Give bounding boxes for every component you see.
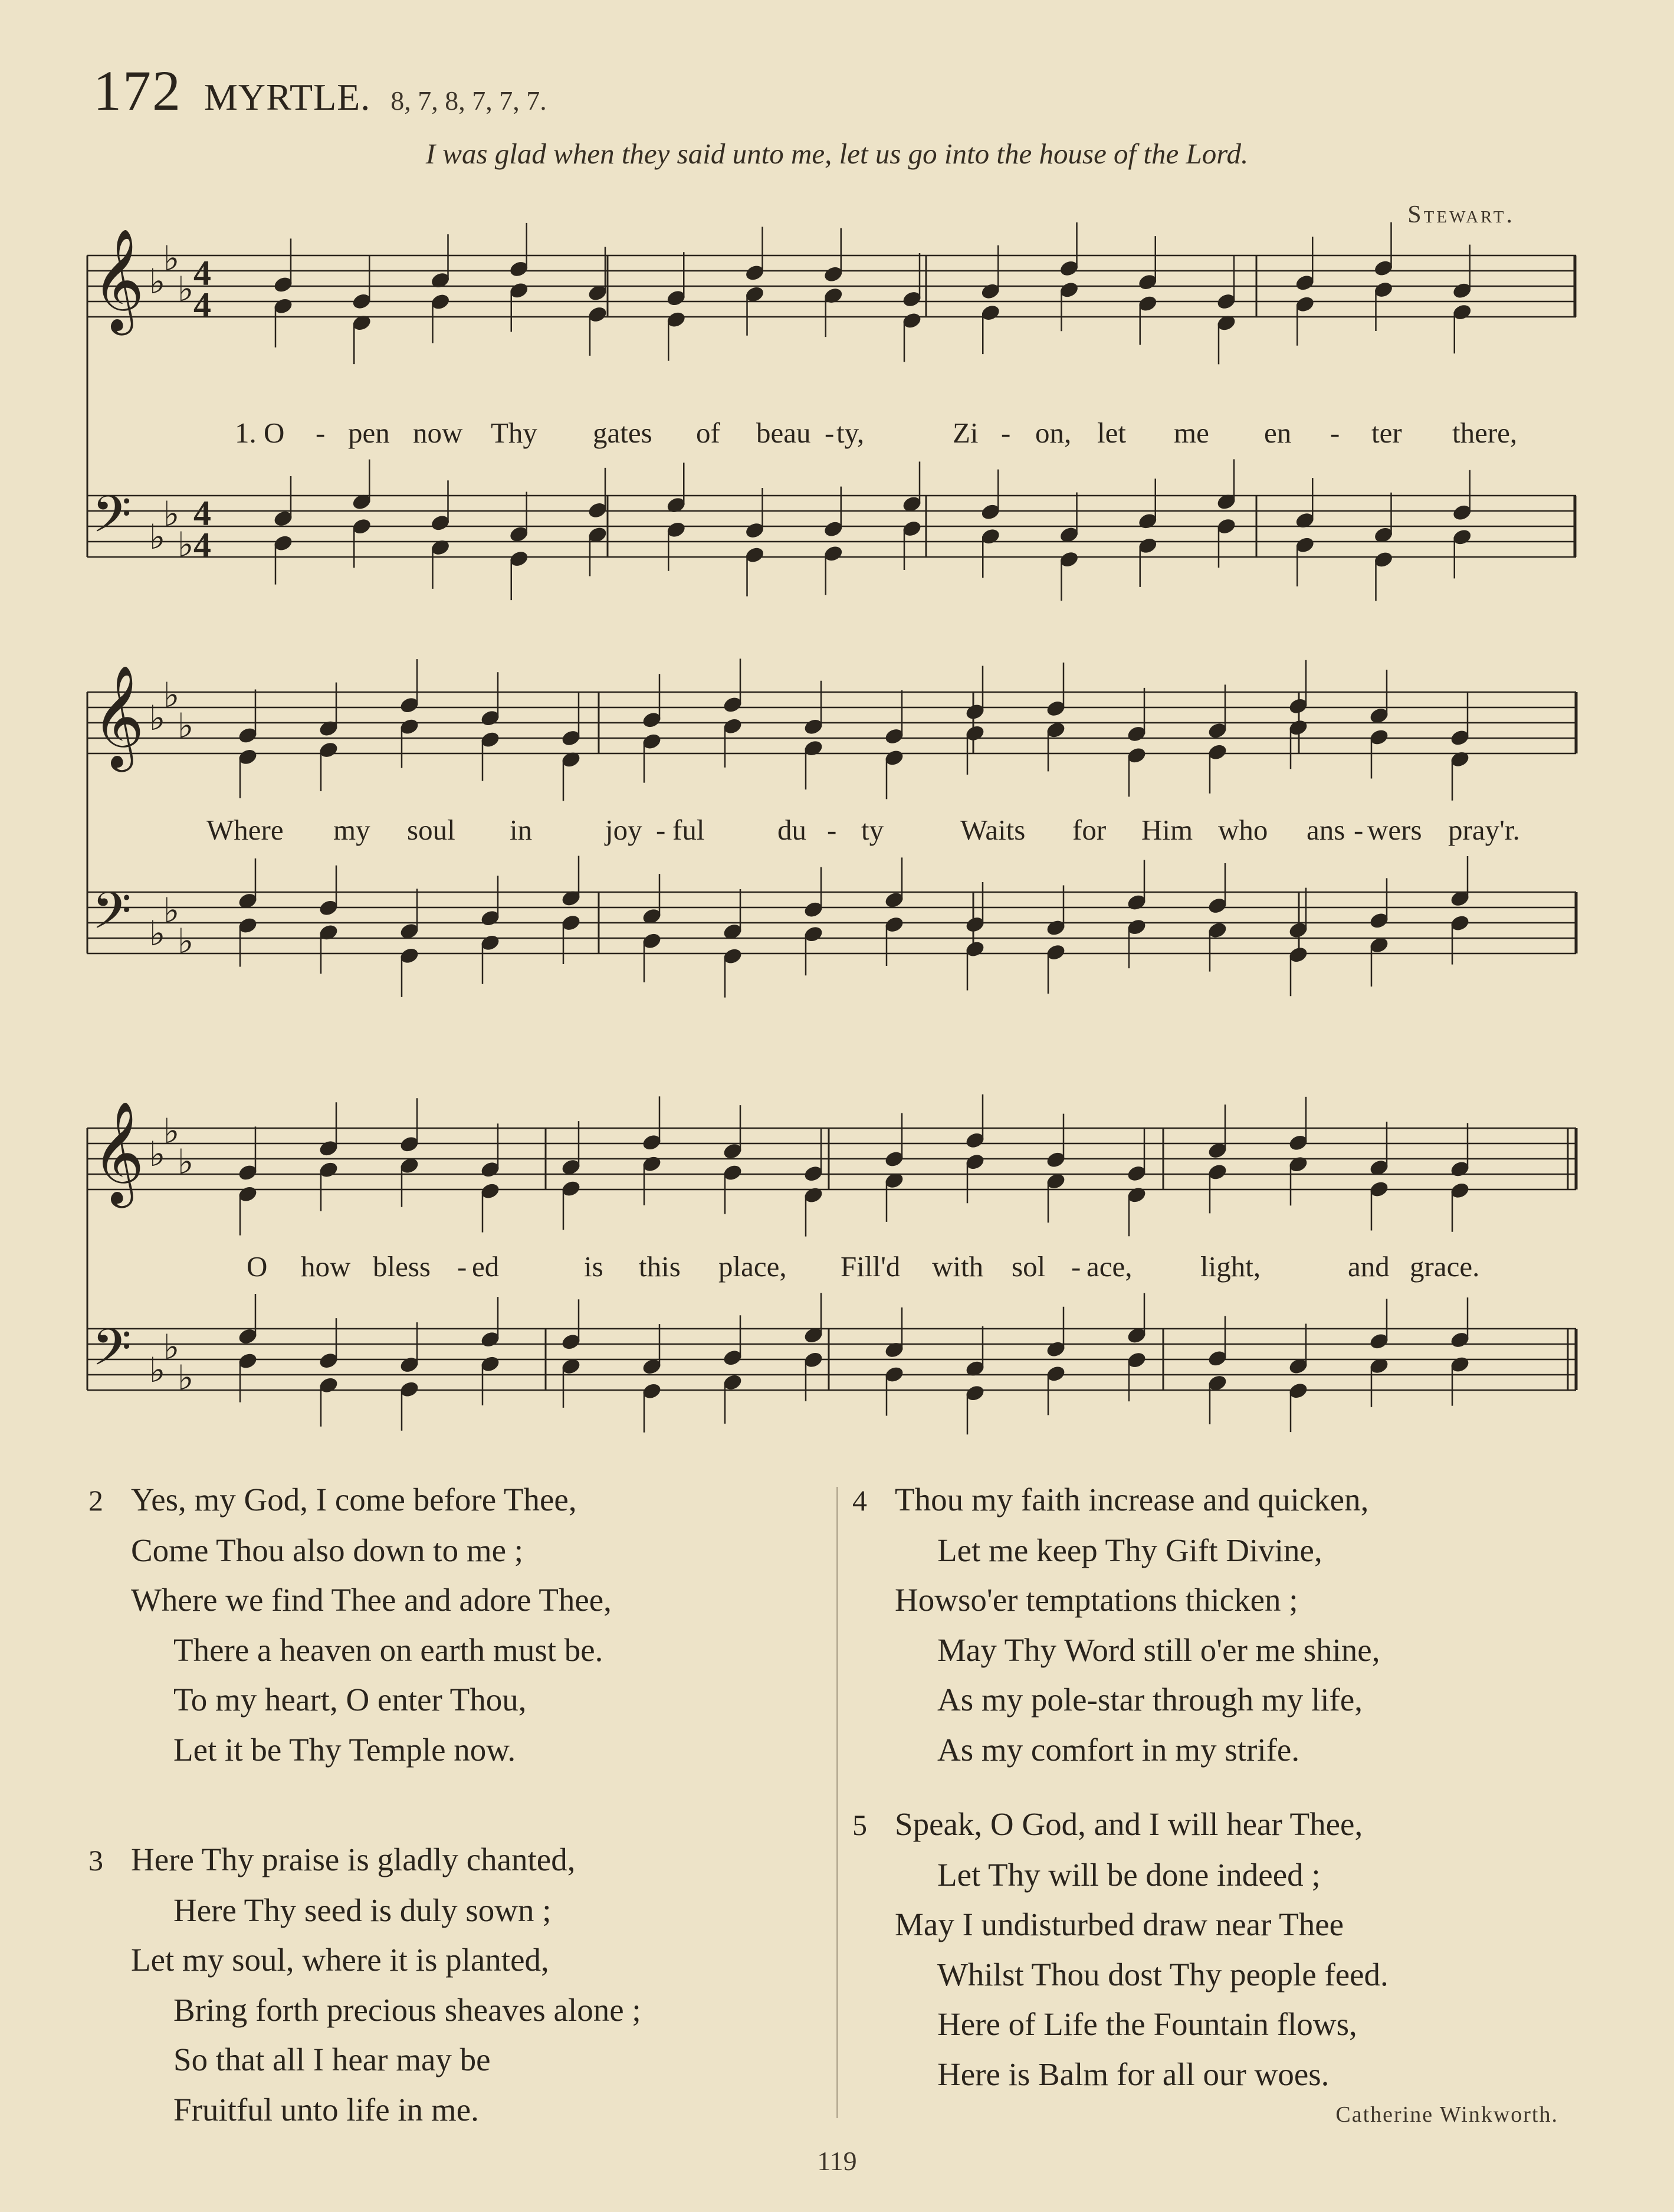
- lyric-syllable: me: [1174, 417, 1209, 449]
- lyric-syllable: now: [413, 417, 463, 449]
- bass-clef: 𝄢: [92, 881, 132, 953]
- treble-clef: 𝄞: [92, 228, 145, 331]
- flat-sign: ♭: [163, 1327, 180, 1367]
- stanza-line: Here Thy praise is gladly chanted,: [131, 1841, 576, 1877]
- stanza-number: 3: [88, 1844, 103, 1877]
- flat-sign: ♭: [149, 1134, 166, 1174]
- flat-sign: ♭: [163, 675, 180, 715]
- lyric-syllable: grace.: [1410, 1250, 1480, 1283]
- stanza-line: So that all I hear may be: [173, 2041, 491, 2077]
- stanza-line: To my heart, O enter Thou,: [173, 1682, 527, 1718]
- lyric-syllable: and: [1348, 1250, 1390, 1283]
- stanza-line: Howso'er temptations thicken ;: [895, 1582, 1298, 1618]
- lyric-syllable: light,: [1200, 1250, 1261, 1283]
- lyric-syllable: is: [584, 1250, 603, 1283]
- lyric-syllable: who: [1218, 814, 1268, 846]
- author-credit: Catherine Winkworth.: [1335, 2102, 1558, 2127]
- lyric-syllable: ter: [1371, 417, 1402, 449]
- lyric-syllable: ty,: [836, 417, 865, 449]
- lyric-syllable: ans: [1307, 814, 1345, 846]
- page-number: 119: [817, 2146, 857, 2176]
- lyric-syllable: Fill'd: [841, 1250, 901, 1283]
- lyric-syllable: en: [1264, 417, 1292, 449]
- hymn-number: 172: [93, 59, 182, 122]
- lyric-syllable: ty: [861, 814, 884, 846]
- flat-sign: ♭: [163, 890, 180, 930]
- meter: 8, 7, 8, 7, 7, 7.: [390, 86, 547, 116]
- stanza-number: 4: [852, 1484, 867, 1517]
- lyric-syllable: -: [656, 814, 666, 846]
- stanza-2: [88, 1475, 612, 1775]
- lyric-syllable: ed: [472, 1250, 500, 1283]
- lyric-syllable: there,: [1452, 417, 1518, 449]
- lyric-syllable: ace,: [1087, 1250, 1133, 1283]
- stanza-line: May I undisturbed draw near Thee: [895, 1906, 1344, 1942]
- lyric-syllable: -: [316, 417, 326, 449]
- stanza-line: Speak, O God, and I will hear Thee,: [895, 1806, 1363, 1842]
- lyric-syllable: for: [1072, 814, 1107, 846]
- stanza-line: Let it be Thy Temple now.: [173, 1731, 516, 1768]
- stanza-line: Bring forth precious sheaves alone ;: [173, 1991, 641, 2028]
- lyric-syllable: how: [301, 1250, 351, 1283]
- lyric-syllable: 1. O: [235, 417, 285, 449]
- stanza-number: 5: [852, 1808, 867, 1841]
- lyric-syllable: -: [1001, 417, 1011, 449]
- stanza-line: Where we find Thee and adore Thee,: [131, 1582, 612, 1618]
- lyric-syllable: -: [1354, 814, 1364, 846]
- lyric-syllable: du: [777, 814, 806, 846]
- lyric-syllable: -: [1071, 1250, 1081, 1283]
- lyric-syllable: -: [825, 417, 835, 449]
- stanza-4: [852, 1475, 1380, 1775]
- flat-sign: ♭: [149, 913, 166, 953]
- lyric-syllable: with: [932, 1250, 984, 1283]
- stanza-line: Yes, my God, I come before Thee,: [131, 1482, 577, 1518]
- stanza-line: Let Thy will be done indeed ;: [937, 1856, 1321, 1893]
- time-signature-bottom: 4: [193, 526, 211, 565]
- stanza-line: Fruitful unto life in me.: [173, 2091, 479, 2128]
- lyric-syllable: Where: [206, 814, 284, 846]
- lyric-syllable: soul: [407, 814, 455, 846]
- lyric-syllable: wers: [1367, 814, 1422, 846]
- lyric-syllable: Zi: [953, 417, 979, 449]
- lyric-syllable: place,: [718, 1250, 787, 1283]
- lyric-syllable: this: [639, 1250, 681, 1283]
- lyric-syllable: joy: [605, 814, 642, 846]
- lyric-syllable: pen: [348, 417, 390, 449]
- flat-sign: ♭: [163, 238, 180, 278]
- lyric-syllable: ful: [672, 814, 705, 846]
- flat-sign: ♭: [149, 517, 166, 557]
- lyric-syllable: O: [247, 1250, 268, 1283]
- epigraph: I was glad when they said unto me, let us go into the house of the Lord.: [425, 137, 1249, 170]
- stanza-line: May Thy Word still o'er me shine,: [937, 1631, 1380, 1668]
- lyric-syllable: Thy: [491, 417, 537, 449]
- stanza-line: Let my soul, where it is planted,: [131, 1942, 549, 1978]
- lyric-syllable: let: [1097, 417, 1126, 449]
- lyric-syllable: sol: [1012, 1250, 1046, 1283]
- bass-clef: 𝄢: [92, 1318, 132, 1390]
- stanza-3: [88, 1835, 641, 2135]
- stanza-line: Here of Life the Fountain flows,: [937, 2006, 1357, 2042]
- flat-sign: ♭: [163, 494, 180, 534]
- time-signature-top: 4: [193, 494, 211, 533]
- composer: Stewart.: [1407, 201, 1515, 228]
- flat-sign: ♭: [178, 921, 194, 961]
- bass-clef: 𝄢: [92, 484, 132, 556]
- flat-sign: ♭: [163, 1111, 180, 1151]
- lyric-syllable: -: [457, 1250, 467, 1283]
- time-signature-bottom: 4: [193, 286, 211, 325]
- stanza-line: There a heaven on earth must be.: [173, 1631, 603, 1668]
- stanza-line: Come Thou also down to me ;: [131, 1532, 524, 1568]
- flat-sign: ♭: [149, 261, 166, 302]
- flat-sign: ♭: [149, 698, 166, 738]
- stanza-line: As my comfort in my strife.: [937, 1731, 1300, 1768]
- lyric-syllable: of: [696, 417, 720, 449]
- treble-clef: 𝄞: [92, 1101, 145, 1204]
- lyric-syllable: in: [510, 814, 533, 846]
- lyric-syllable: Him: [1141, 814, 1193, 846]
- lyric-syllable: my: [333, 814, 370, 846]
- stanza-5: [852, 1800, 1389, 2099]
- lyric-syllable: beau: [756, 417, 811, 449]
- flat-sign: ♭: [178, 269, 194, 309]
- lyric-syllable: -: [827, 814, 837, 846]
- stanza-number: 2: [88, 1484, 103, 1517]
- lyric-syllable: Waits: [960, 814, 1026, 846]
- lyric-syllable: on,: [1035, 417, 1072, 449]
- stanza-line: Whilst Thou dost Thy people feed.: [937, 1956, 1389, 1993]
- treble-clef: 𝄞: [92, 665, 145, 768]
- stanza-line: Here is Balm for all our woes.: [937, 2056, 1330, 2092]
- stanza-line: Let me keep Thy Gift Divine,: [937, 1532, 1322, 1568]
- flat-sign: ♭: [149, 1350, 166, 1390]
- lyric-syllable: -: [1330, 417, 1340, 449]
- stanza-line: Thou my faith increase and quicken,: [895, 1482, 1369, 1518]
- flat-sign: ♭: [178, 1358, 194, 1398]
- flat-sign: ♭: [178, 706, 194, 746]
- lyric-syllable: gates: [593, 417, 652, 449]
- column-divider: [836, 1487, 838, 2118]
- flat-sign: ♭: [178, 1142, 194, 1182]
- stanza-line: As my pole-star through my life,: [937, 1682, 1363, 1718]
- lyric-syllable: pray'r.: [1448, 814, 1520, 846]
- lyric-syllable: bless: [373, 1250, 431, 1283]
- stanza-line: Here Thy seed is duly sown ;: [173, 1892, 552, 1928]
- time-signature-top: 4: [193, 254, 211, 293]
- flat-sign: ♭: [178, 525, 194, 565]
- tune-name: MYRTLE.: [204, 76, 371, 118]
